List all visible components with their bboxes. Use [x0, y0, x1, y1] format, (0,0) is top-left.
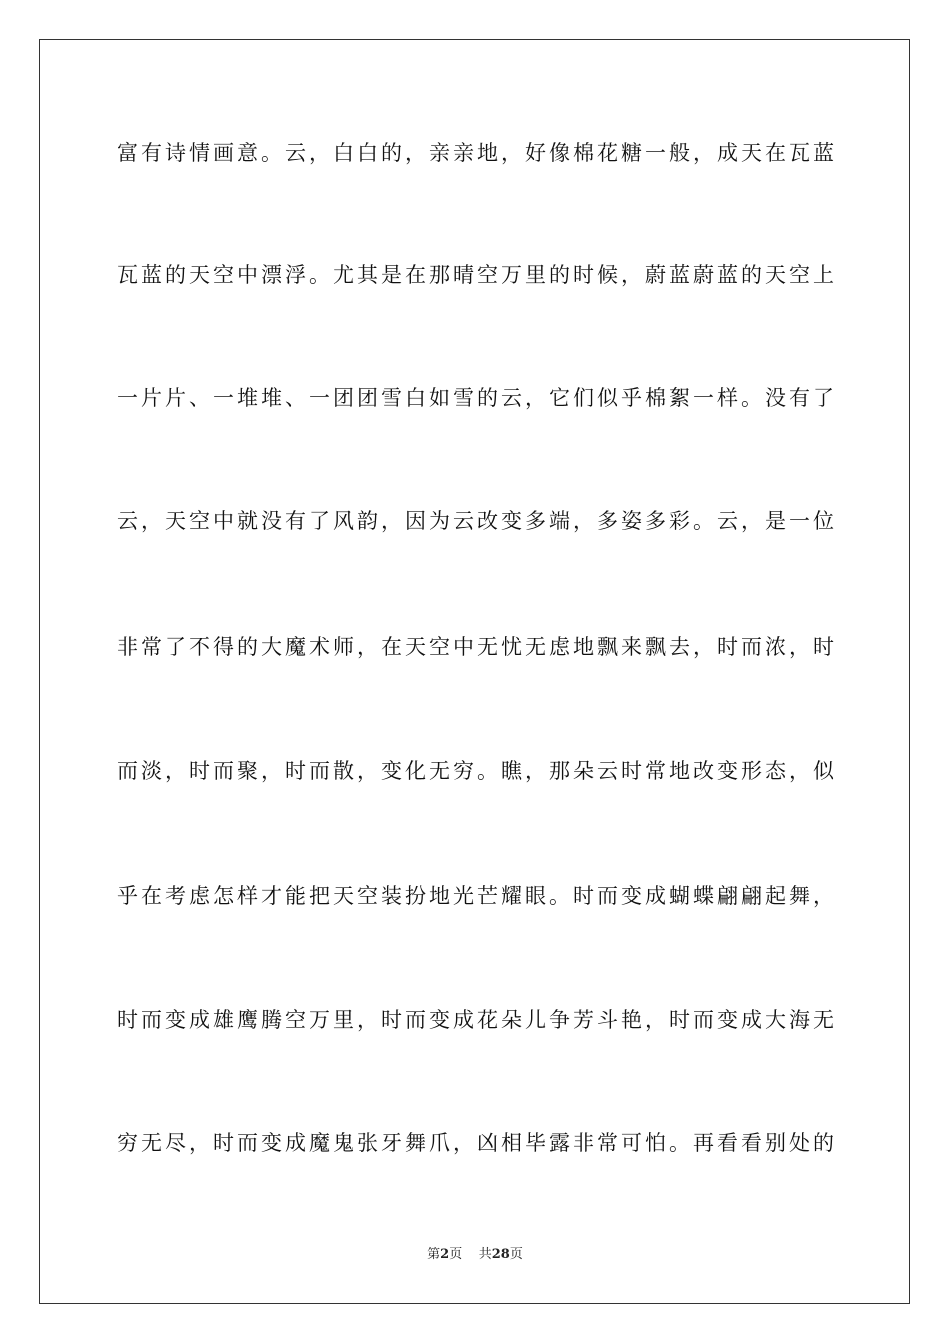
body-text-line-8: 时而变成雄鹰腾空万里，时而变成花朵儿争芳斗艳，时而变成大海无: [117, 1008, 837, 1032]
current-page-number: 2: [440, 1247, 450, 1262]
body-text-line-7: 乎在考虑怎样才能把天空装扮地光芒耀眼。时而变成蝴蝶翩翩起舞，: [117, 884, 837, 908]
page-label-suffix: 页: [449, 1247, 463, 1262]
total-pages-number: 28: [491, 1247, 510, 1262]
body-text-line-3: 一片片、一堆堆、一团团雪白如雪的云，它们似乎棉絮一样。没有了: [117, 386, 837, 410]
total-label-suffix: 页: [509, 1247, 523, 1262]
page-label-prefix: 第: [427, 1247, 441, 1262]
body-text-line-5: 非常了不得的大魔术师，在天空中无忧无虑地飘来飘去，时而浓，时: [117, 635, 837, 659]
page-footer: [0, 1246, 950, 1264]
body-text-line-1: 富有诗情画意。云，白白的，亲亲地，好像棉花糖一般，成天在瓦蓝: [117, 141, 837, 165]
body-text-line-6: 而淡，时而聚，时而散，变化无穷。瞧，那朵云时常地改变形态，似: [117, 759, 837, 783]
page-border: [39, 39, 910, 1304]
body-text-line-4: 云，天空中就没有了风韵，因为云改变多端，多姿多彩。云，是一位: [117, 509, 837, 533]
body-text-line-2: 瓦蓝的天空中漂浮。尤其是在那晴空万里的时候，蔚蓝蔚蓝的天空上: [117, 263, 837, 287]
body-text-line-9: 穷无尽，时而变成魔鬼张牙舞爪，凶相毕露非常可怕。再看看别处的: [117, 1131, 837, 1155]
total-label-prefix: 共: [478, 1247, 492, 1262]
